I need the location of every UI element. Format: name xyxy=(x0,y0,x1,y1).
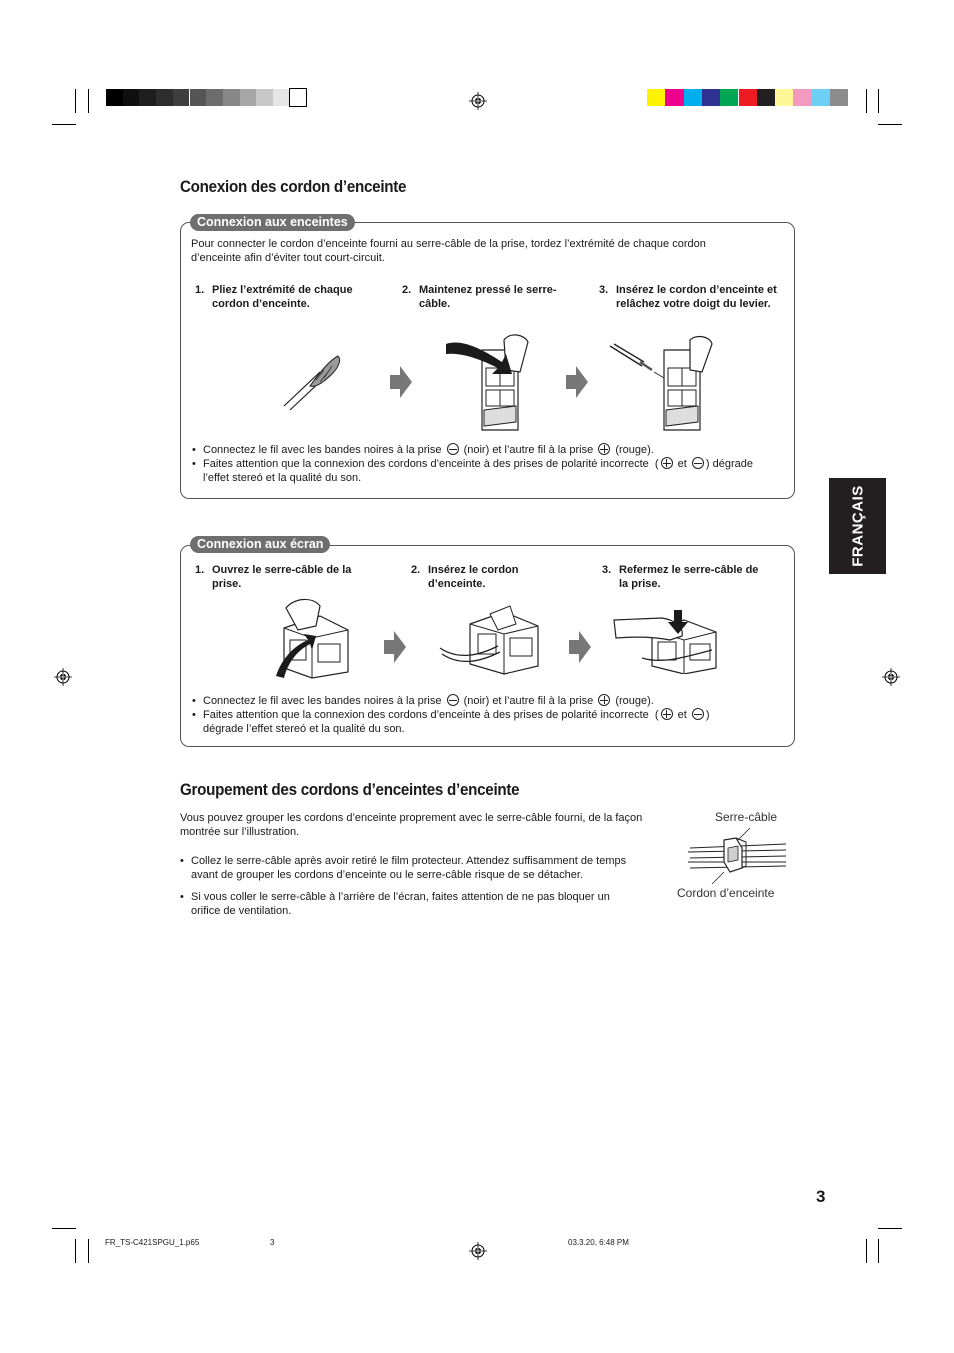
twisted-wire-illustration xyxy=(280,350,345,412)
note-polarity-warning: • Faites attention que la connexion des cordons d’enceinte à des prises de polarité incorrecte ( et ) dégrade l’effet stereó et la qualité du son. xyxy=(192,709,710,735)
footer-filename: FR_TS-C421SPGU_1.p65 xyxy=(105,1238,200,1247)
footer-page: 3 xyxy=(270,1238,275,1247)
step-1: 1. Ouvrez le serre-câble de la prise. xyxy=(195,564,352,590)
figure-label-serre-cable: Serre-câble xyxy=(715,810,778,824)
plus-terminal-icon xyxy=(598,694,610,706)
calibration-swatch xyxy=(702,89,720,106)
plus-terminal-icon xyxy=(598,443,610,455)
step-2: 2. Insérez le cordon d’enceinte. xyxy=(411,564,519,590)
groupement-intro: Vous pouvez grouper les cordons d’enceinte proprement avec le serre-câble fourni, de la façon montrée sur l’illustration. xyxy=(180,812,643,838)
calibration-swatch xyxy=(812,89,830,106)
calibration-swatch xyxy=(139,89,156,106)
plus-terminal-icon xyxy=(661,457,673,469)
calibration-swatch xyxy=(123,89,140,106)
calibration-swatch xyxy=(206,89,223,106)
language-tab: FRANÇAIS xyxy=(829,478,886,574)
minus-terminal-icon xyxy=(692,457,704,469)
calibration-swatch xyxy=(223,89,240,106)
calibration-swatch xyxy=(190,89,207,106)
terminal-press-illustration xyxy=(440,330,535,435)
box-label-enceintes: Connexion aux enceintes xyxy=(190,214,355,231)
calibration-swatch xyxy=(156,89,173,106)
intro-paragraph: Pour connecter le cordon d’enceinte fourni au serre-câble de la prise, tordez l’extrémité de chaque cordon d’enceinte afin d’éviter tout court-circuit. xyxy=(191,238,706,264)
step-3: 3. Refermez le serre-câble de la prise. xyxy=(602,564,759,590)
bullet-adhesive: • Collez le serre-câble après avoir retiré le film protecteur. Attendez suffisamment de temps avant de grouper les cordons d’enceinte ou le serre-câble risque de se détacher. xyxy=(180,855,627,881)
registration-mark-icon xyxy=(469,1242,487,1260)
calibration-swatch xyxy=(720,89,738,106)
figure-label-cordon: Cordon d’enceinte xyxy=(677,886,775,900)
calibration-swatch xyxy=(256,89,273,106)
calibration-swatch xyxy=(240,89,257,106)
calibration-swatch xyxy=(173,89,190,106)
registration-mark-icon xyxy=(54,668,72,686)
footer-date: 03.3.20, 6:48 PM xyxy=(568,1238,629,1247)
minus-terminal-icon xyxy=(447,694,459,706)
box-label-ecran: Connexion aux écran xyxy=(190,536,330,553)
calibration-swatch xyxy=(665,89,683,106)
calibration-swatch xyxy=(647,89,665,106)
wire-insert-illustration xyxy=(606,332,721,435)
registration-mark-icon xyxy=(469,92,487,110)
note-polarity-warning: • Faites attention que la connexion des cordons d’enceinte à des prises de polarité incorrecte ( et ) dégrade l’effet stereó et la qualité du son. xyxy=(192,458,753,484)
page-number: 3 xyxy=(816,1187,826,1206)
arrow-right-icon xyxy=(384,631,406,663)
section-title-conexion: Conexion des cordon d’enceinte xyxy=(180,178,407,196)
step-1: 1. Pliez l’extrémité de chaque cordon d’enceinte. xyxy=(195,284,353,310)
calibration-swatch xyxy=(684,89,702,106)
arrow-right-icon xyxy=(390,366,412,398)
open-clamp-illustration xyxy=(272,596,354,680)
calibration-swatch xyxy=(757,89,775,106)
calibration-swatch xyxy=(106,89,123,106)
calibration-swatch xyxy=(290,89,307,106)
calibration-swatch xyxy=(273,89,290,106)
close-clamp-illustration xyxy=(612,608,722,674)
step-2: 2. Maintenez pressé le serre- câble. xyxy=(402,284,557,310)
registration-mark-icon xyxy=(882,668,900,686)
section-title-groupement: Groupement des cordons d’enceintes d’enceinte xyxy=(180,781,520,799)
bullet-ventilation: • Si vous coller le serre-câble à l’arrière de l’écran, faites attention de ne pas bloquer un orifice de ventilation. xyxy=(180,891,610,917)
cable-tie-illustration xyxy=(684,826,790,886)
minus-terminal-icon xyxy=(692,708,704,720)
calibration-swatch xyxy=(739,89,757,106)
calibration-swatch xyxy=(793,89,811,106)
step-3: 3. Insérez le cordon d’enceinte et relâchez votre doigt du levier. xyxy=(599,284,777,310)
note-polarity-wires: • Connectez le fil avec les bandes noires à la prise (noir) et l’autre fil à la prise (rouge). xyxy=(192,695,654,707)
calibration-swatch xyxy=(830,89,848,106)
plus-terminal-icon xyxy=(661,708,673,720)
calibration-swatch xyxy=(775,89,793,106)
minus-terminal-icon xyxy=(447,443,459,455)
arrow-right-icon xyxy=(569,631,591,663)
note-polarity-wires: • Connectez le fil avec les bandes noires à la prise (noir) et l’autre fil à la prise (rouge). xyxy=(192,444,654,456)
arrow-right-icon xyxy=(566,366,588,398)
insert-cord-clamp-illustration xyxy=(438,604,542,676)
